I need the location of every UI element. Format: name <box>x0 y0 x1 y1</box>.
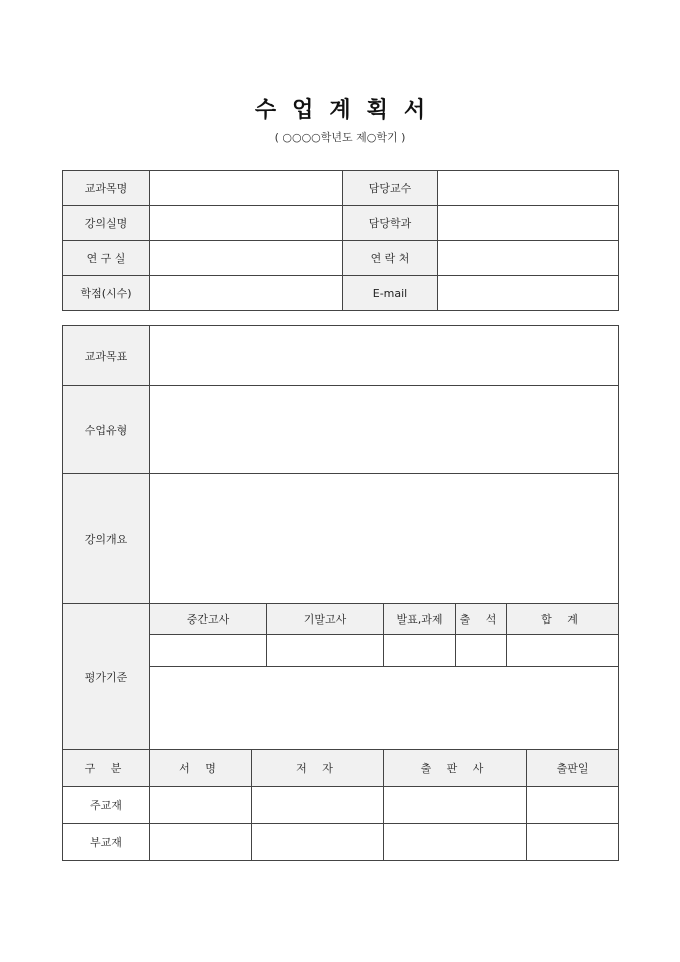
professor-field[interactable] <box>438 171 619 206</box>
eval-header-final: 기말고사 <box>267 604 384 635</box>
course-name-label: 교과목명 <box>63 171 150 206</box>
eval-header-total: 합 계 <box>507 604 619 635</box>
sub-book-title-field[interactable] <box>150 824 252 861</box>
sub-book-date-field[interactable] <box>527 824 619 861</box>
overview-label: 강의개요 <box>63 474 150 604</box>
class-type-row <box>63 386 619 474</box>
department-label: 담당학과 <box>343 206 438 241</box>
table-row <box>63 206 619 241</box>
eval-header-assignment: 발표,과제 <box>384 604 456 635</box>
department-field[interactable] <box>438 206 619 241</box>
objective-field[interactable] <box>150 326 619 386</box>
main-book-author-field[interactable] <box>252 787 384 824</box>
evaluation-label: 평가기준 <box>63 604 150 750</box>
book-header-publisher: 출 판 사 <box>384 750 527 787</box>
sub-book-author-field[interactable] <box>252 824 384 861</box>
page-title: 수업계획서 <box>254 98 442 123</box>
office-field[interactable] <box>150 241 343 276</box>
main-book-title-field[interactable] <box>150 787 252 824</box>
course-plan-table <box>62 325 619 861</box>
main-textbook-row <box>63 787 619 824</box>
page-subtitle: ( ○○○○학년도 제○학기 ) <box>274 131 406 144</box>
final-field[interactable] <box>267 635 384 667</box>
book-header-title: 서 명 <box>150 750 252 787</box>
contact-label: 연 락 처 <box>343 241 438 276</box>
class-type-label: 수업유형 <box>63 386 150 474</box>
main-book-publisher-field[interactable] <box>384 787 527 824</box>
table-row <box>63 276 619 311</box>
professor-label: 담당교수 <box>343 171 438 206</box>
book-header-date: 출판일 <box>527 750 619 787</box>
sub-book-publisher-field[interactable] <box>384 824 527 861</box>
credits-label: 학점(시수) <box>63 276 150 311</box>
overview-field[interactable] <box>150 474 619 604</box>
office-label: 연 구 실 <box>63 241 150 276</box>
objective-label: 교과목표 <box>63 326 150 386</box>
assignment-field[interactable] <box>384 635 456 667</box>
table-row <box>63 171 619 206</box>
book-header-author: 저 자 <box>252 750 384 787</box>
lecture-room-field[interactable] <box>150 206 343 241</box>
class-type-field[interactable] <box>150 386 619 474</box>
eval-header-attendance: 출 석 <box>456 604 507 635</box>
contact-field[interactable] <box>438 241 619 276</box>
midterm-field[interactable] <box>150 635 267 667</box>
overview-row <box>63 474 619 604</box>
book-header-row <box>63 750 619 787</box>
total-field[interactable] <box>507 635 619 667</box>
eval-header-row <box>63 604 619 635</box>
evaluation-notes-field[interactable] <box>150 667 619 750</box>
course-info-table <box>62 170 619 311</box>
email-field[interactable] <box>438 276 619 311</box>
course-name-field[interactable] <box>150 171 343 206</box>
attendance-field[interactable] <box>456 635 507 667</box>
main-textbook-label: 주교재 <box>63 787 150 824</box>
sub-textbook-label: 부교재 <box>63 824 150 861</box>
main-book-date-field[interactable] <box>527 787 619 824</box>
eval-header-midterm: 중간고사 <box>150 604 267 635</box>
table-row <box>63 241 619 276</box>
lecture-room-label: 강의실명 <box>63 206 150 241</box>
email-label: E-mail <box>343 276 438 311</box>
book-header-category: 구 분 <box>63 750 150 787</box>
objective-row <box>63 326 619 386</box>
credits-field[interactable] <box>150 276 343 311</box>
sub-textbook-row <box>63 824 619 861</box>
